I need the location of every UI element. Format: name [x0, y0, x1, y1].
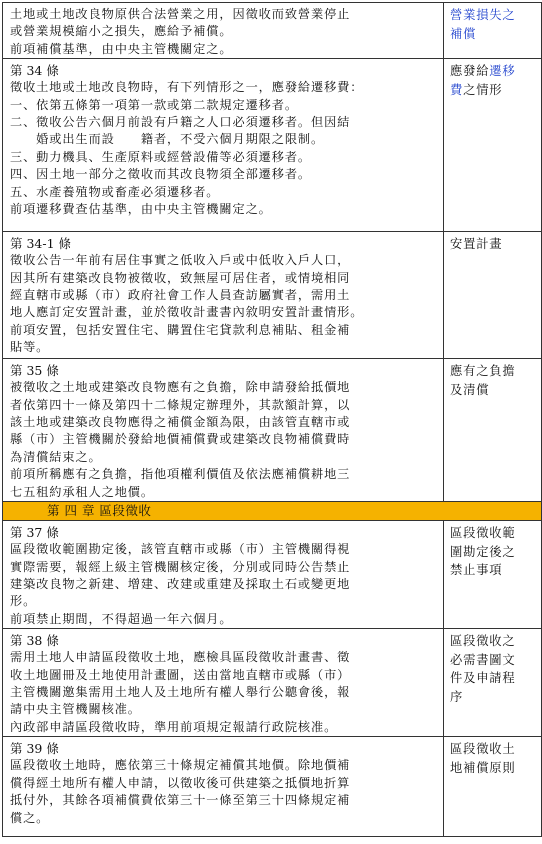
summary-cell [444, 232, 542, 359]
table-row [3, 232, 542, 359]
table-row [3, 59, 542, 232]
article-text-line: 縣（市）主管機關於發給地價補償費或建築改良物補償費時 [10, 432, 351, 447]
article-text-line: 前項安置，包括安置住宅、購置住宅貸款利息補貼、租金補 [10, 322, 351, 337]
table-row [3, 737, 542, 837]
summary-line: 區段徵收土 [450, 742, 516, 757]
article-text-line: 土地或土地改良物原供合法營業之用，因徵收而致營業停止 [10, 7, 351, 21]
summary-cell [444, 737, 542, 837]
summary-line: 應有之負擔 [450, 364, 516, 379]
article-text-line: 地人應訂定安置計畫，並於徵收計畫書內敘明安置計畫情形。 [10, 305, 364, 320]
article-text-line: 形。 [10, 594, 37, 609]
table-row [3, 629, 542, 737]
article-text-line: 實際需要，報經上級主管機關核定後，分別或同時公告禁止 [10, 559, 351, 574]
article-text-line: 收土地圖冊及土地使用計畫圖，送由當地直轄市或縣（市） [10, 667, 351, 682]
article-number: 第 39 條 [10, 741, 59, 757]
article-cell [3, 359, 444, 502]
summary-line: 安置計畫 [450, 237, 503, 252]
article-text-line: 五、水產養殖物或畜產必須遷移者。 [10, 184, 220, 199]
article-text-line: 前項所稱應有之負擔，指他項權利價值及依法應補償耕地三 [10, 467, 351, 482]
law-comparison-table [2, 2, 542, 837]
article-text-line: 一、依第五條第一項第一款或第二款規定遷移者。 [10, 97, 298, 112]
chapter-title: 第 四 章 區段徵收 [47, 503, 152, 519]
article-cell [3, 521, 444, 629]
chapter-heading-cell [3, 502, 542, 521]
article-text-line: 區段徵收範圍勘定後，該管直轄市或縣（市）主管機關得視 [10, 542, 351, 557]
article-text-line: 償之。 [10, 810, 50, 825]
article-text-line: 徵收土地或土地改良物時，有下列情形之一，應發給遷移費： [10, 80, 364, 95]
article-text-line: 因其所有建築改良物被徵收，致無屋可居住者，或情境相同 [10, 270, 351, 285]
article-number: 第 34-1 條 [10, 236, 72, 252]
article-text-line: 或營業規模縮小之損失，應給予補償。 [10, 24, 233, 39]
table-row [3, 521, 542, 629]
summary-line: 及清償 [450, 382, 490, 397]
article-number: 第 37 條 [10, 525, 59, 541]
summary-line: 件及申請程 [450, 671, 516, 686]
summary-line: 區段徵收之 [450, 634, 516, 649]
summary-text: 之情形 [463, 82, 503, 97]
article-text-line: 前項補償基準，由中央主管機關定之。 [10, 41, 233, 56]
summary-cell [444, 521, 542, 629]
summary-highlight: 遷移 [489, 64, 516, 79]
article-text-line: 前項禁止期間，不得超過一年六個月。 [10, 611, 233, 626]
article-text-line: 需用土地人申請區段徵收土地，應檢具區段徵收計畫書、徵 [10, 650, 351, 665]
article-text-line: 二、徵收公告六個月前設有戶籍之人口必須遷移者。但因結 [10, 115, 351, 130]
article-number: 第 34 條 [10, 63, 59, 79]
article-cell [3, 232, 444, 359]
article-text-line: 該土地或建築改良物應得之補償金額為限，由該管直轄市或 [10, 415, 351, 430]
article-text-line: 請中央主管機關核准。 [10, 702, 141, 717]
article-text-line: 被徵收之土地或建築改良物應有之負擔，除申請發給抵價地 [10, 380, 351, 395]
chapter-heading-row [3, 502, 542, 521]
article-text-line: 婚或出生而設 籍者，不受六個月期限之限制。 [10, 132, 325, 147]
article-text-line: 七五租約承租人之地價。 [10, 484, 154, 499]
article-cell [3, 629, 444, 737]
summary-line [450, 81, 537, 100]
article-cell [3, 737, 444, 837]
summary-text: 應發給 [450, 64, 490, 79]
summary-line: 圍勘定後之 [450, 544, 516, 559]
article-text-line: 區段徵收土地時，應依第三十條規定補償其地價。除地價補 [10, 758, 351, 773]
summary-line: 營業損失之 [450, 8, 516, 22]
article-number: 第 35 條 [10, 363, 59, 379]
summary-cell [444, 629, 542, 737]
table-row [3, 359, 542, 502]
article-number: 第 38 條 [10, 633, 59, 649]
summary-line: 地補償原則 [450, 760, 516, 775]
summary-cell [444, 59, 542, 232]
article-text-line: 三、動力機具、生產原料或經營設備等必須遷移者。 [10, 149, 312, 164]
table-row [3, 3, 542, 59]
article-text-line: 四、因土地一部分之徵收而其改良物須全部遷移者。 [10, 167, 312, 182]
article-text-line: 者依第四十一條及第四十二條規定辦理外，其款額計算，以 [10, 397, 351, 412]
summary-cell [444, 359, 542, 502]
summary-line [450, 62, 537, 81]
article-text-line: 主管機關邀集需用土地人及土地所有權人舉行公聽會後，報 [10, 685, 351, 700]
summary-line: 序 [450, 689, 464, 704]
article-text-line: 償得經土地所有權人申請，以徵收後可供建築之抵價地折算 [10, 775, 351, 790]
summary-line: 禁止事項 [450, 563, 503, 578]
article-text-line: 為清償結束之。 [10, 449, 102, 464]
summary-highlight: 費 [450, 82, 464, 97]
article-cell [3, 59, 444, 232]
article-text-line: 徵收公告一年前有居住事實之低收入戶或中低收入戶人口， [10, 253, 351, 268]
summary-cell [444, 3, 542, 59]
summary-line: 補償 [450, 26, 477, 41]
article-text-line: 抵付外，其餘各項補償費依第三十一條至第三十四條規定補 [10, 793, 351, 808]
article-text-line: 內政部申請區段徵收時，準用前項規定報請行政院核准。 [10, 719, 338, 734]
article-cell [3, 3, 444, 59]
article-text-line: 經直轄市或縣（市）政府社會工作人員查訪屬實者，需用土 [10, 288, 351, 303]
article-text-line: 建築改良物之新建、增建、改建或重建及採取土石或變更地 [10, 577, 351, 592]
summary-line: 必需書圖文 [450, 652, 516, 667]
summary-line: 區段徵收範 [450, 526, 516, 541]
article-text-line: 貼等。 [10, 340, 50, 355]
article-text-line: 前項遷移費查估基準，由中央主管機關定之。 [10, 202, 272, 217]
